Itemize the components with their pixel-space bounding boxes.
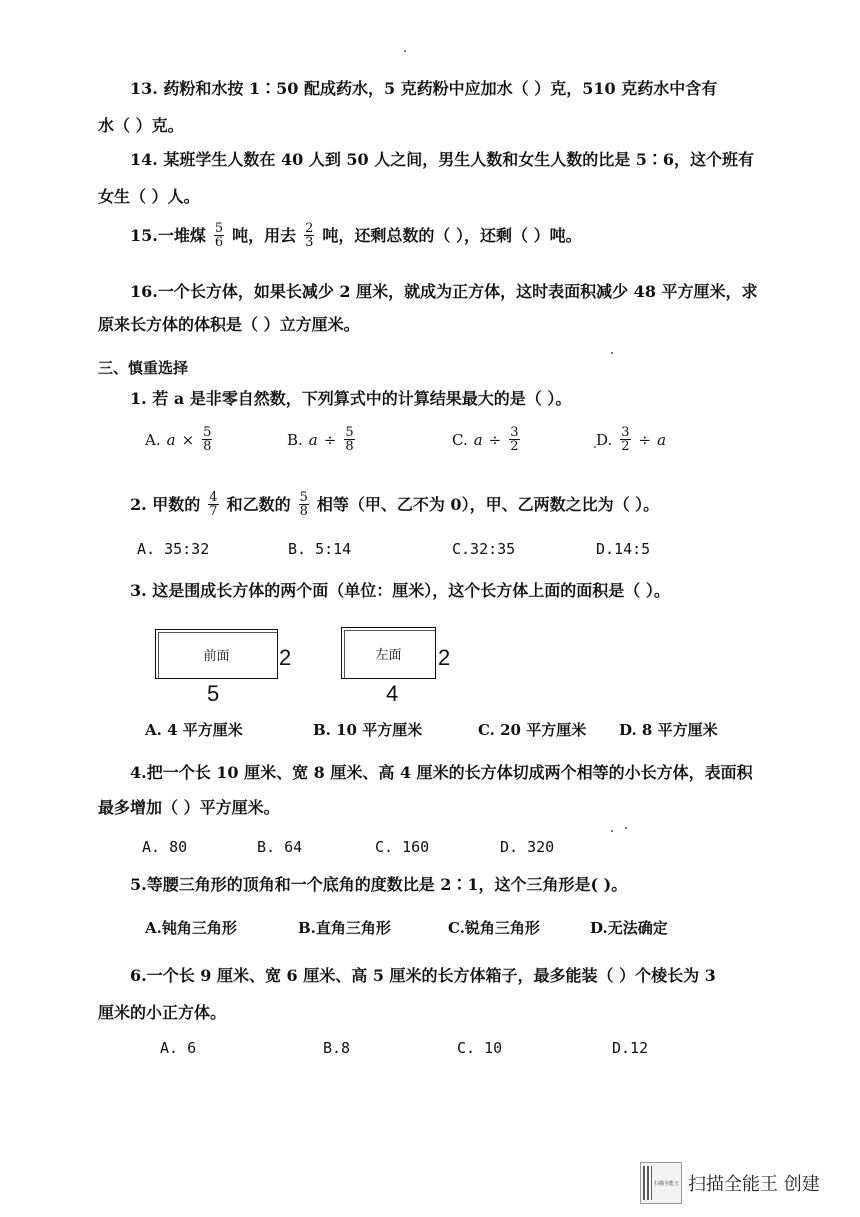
- front-face-width: 5: [207, 681, 220, 706]
- scan-speck: [594, 446, 596, 448]
- fraction: [202, 426, 212, 453]
- scan-speck: [625, 827, 627, 829]
- scanner-logo: [654, 1180, 679, 1187]
- choice-5-option-d: D.无法确定: [590, 919, 668, 937]
- choice-6-option-c: C. 10: [457, 1039, 503, 1057]
- fraction-numerator: 5: [345, 425, 354, 440]
- fraction-five-sixths: [214, 222, 224, 249]
- choice-1-option-d: [596, 426, 666, 453]
- variable-a: a: [473, 430, 483, 449]
- question-13-line-1: 13. 药粉和水按 1∶50 配成药水，5 克药粉中应加水（ ）克，510 克药水中含有: [130, 79, 718, 98]
- operator: ÷: [323, 430, 337, 449]
- scanner-logo-text: 扫描全能王: [653, 1180, 679, 1187]
- fraction-numerator: 4: [209, 490, 218, 505]
- question-14-line-2: 女生（ ）人。: [98, 187, 200, 206]
- fraction-denominator: 7: [209, 504, 218, 519]
- left-face-height: 2: [438, 645, 451, 670]
- choice-2-option-a: A. 35:32: [137, 540, 210, 558]
- operator: ×: [181, 430, 195, 449]
- choice-1-option-c: [452, 426, 522, 453]
- fraction-numerator: 5: [203, 425, 212, 440]
- choice-2-option-b: B. 5:14: [288, 540, 352, 558]
- choice-4-option-d: D. 320: [500, 838, 555, 856]
- fraction-numerator: 2: [305, 221, 314, 236]
- fraction-denominator: 8: [345, 439, 354, 454]
- scanner-watermark: [640, 1160, 840, 1206]
- option-label: B.: [287, 430, 303, 449]
- choice-3-option-a: A. 4 平方厘米: [145, 721, 243, 739]
- watermark-text: 扫描全能王 创建: [688, 1174, 820, 1195]
- option-label: A.: [145, 430, 161, 449]
- choice-4-line-1: 4.把一个长 10 厘米、宽 8 厘米、高 4 厘米的长方体切成两个相等的小长方体，表面积: [130, 763, 753, 782]
- operator: ÷: [638, 430, 652, 449]
- variable-a: a: [166, 430, 176, 449]
- fraction-two-thirds: [304, 222, 314, 249]
- operator: ÷: [488, 430, 502, 449]
- option-label: D.: [596, 430, 613, 449]
- choice-5-stem: 5.等腰三角形的顶角和一个底角的度数比是 2∶1，这个三角形是( )。: [130, 875, 628, 894]
- fraction-denominator: 3: [305, 235, 314, 250]
- choice-6-option-a: A. 6: [160, 1039, 197, 1057]
- variable-a: a: [657, 430, 667, 449]
- variable-a: a: [308, 430, 318, 449]
- fraction: [620, 426, 630, 453]
- choice-2-text-c: 相等（甲、乙不为 0），甲、乙两数之比为（ ）。: [316, 494, 660, 514]
- choice-1-option-b: [287, 426, 357, 453]
- choice-5-option-a: A.钝角三角形: [145, 919, 237, 937]
- choice-4-option-b: B. 64: [257, 838, 303, 856]
- left-face-width: 4: [386, 681, 399, 706]
- front-face-height: 2: [279, 645, 292, 670]
- choice-4-line-2: 最多增加（ ）平方厘米。: [98, 798, 280, 817]
- question-15: [130, 222, 582, 249]
- left-face-label: 左面: [375, 647, 402, 663]
- choice-5-option-b: B.直角三角形: [298, 919, 391, 937]
- choice-2-option-c: C.32:35: [452, 540, 516, 558]
- scan-speck: [611, 830, 613, 832]
- choice-6-line-1: 6.一个长 9 厘米、宽 6 厘米、高 5 厘米的长方体箱子，最多能装（ ）个棱长为 3: [130, 966, 716, 985]
- choice-1-stem: 1. 若 a 是非零自然数，下列算式中的计算结果最大的是（ ）。: [130, 389, 572, 408]
- fraction-numerator: 3: [621, 425, 630, 440]
- section-heading: 三、慎重选择: [98, 359, 189, 377]
- front-face-label: 前面: [203, 648, 230, 664]
- choice-2-text-a: 2. 甲数的: [130, 494, 201, 514]
- fraction-numerator: 5: [214, 221, 224, 236]
- option-label: C.: [452, 430, 468, 449]
- fraction: [509, 426, 519, 453]
- fraction-numerator: 5: [299, 490, 308, 505]
- fraction-denominator: 2: [621, 439, 630, 454]
- question-16-line-2: 原来长方体的体积是（ ）立方厘米。: [98, 315, 360, 334]
- left-face-rectangle: [341, 627, 436, 679]
- fraction-four-sevenths: [208, 491, 218, 518]
- choice-4-option-a: A. 80: [142, 838, 188, 856]
- fraction-five-eighths: [299, 491, 309, 518]
- fraction: [344, 426, 354, 453]
- fraction-denominator: 2: [510, 439, 519, 454]
- choice-2-stem: [130, 491, 659, 518]
- choice-6-option-b: B.8: [323, 1039, 351, 1057]
- scan-speck: [611, 352, 613, 354]
- choice-5-option-c: C.锐角三角形: [448, 919, 540, 937]
- question-14-line-1: 14. 某班学生人数在 40 人到 50 人之间，男生人数和女生人数的比是 5∶6，这个班有: [130, 150, 755, 169]
- question-13-line-2: 水（ ）克。: [98, 116, 184, 135]
- front-face-rectangle: [155, 629, 278, 679]
- fraction-numerator: 3: [510, 425, 519, 440]
- choice-3-stem: 3. 这是围成长方体的两个面（单位：厘米），这个长方体上面的面积是（ ）。: [130, 581, 670, 600]
- choice-2-text-b: 和乙数的: [226, 494, 291, 514]
- fraction-denominator: 6: [214, 235, 224, 250]
- question-16-line-1: 16.一个长方体，如果长减少 2 厘米，就成为正方体，这时表面积减少 48 平方厘米，求: [130, 282, 758, 301]
- choice-6-line-2: 厘米的小正方体。: [98, 1003, 227, 1022]
- choice-6-option-d: D.12: [612, 1039, 649, 1057]
- choice-3-option-b: B. 10 平方厘米: [313, 721, 423, 739]
- scan-speck: [404, 50, 406, 52]
- choice-1-option-a: [145, 426, 214, 453]
- choice-3-option-c: C. 20 平方厘米: [478, 721, 587, 739]
- choice-2-option-d: D.14:5: [596, 540, 651, 558]
- fraction-denominator: 8: [203, 439, 212, 454]
- question-15-text-a: 15.一堆煤: [130, 225, 206, 245]
- qr-pattern: [643, 1166, 652, 1200]
- choice-4-option-c: C. 160: [375, 838, 430, 856]
- question-15-text-c: 吨，还剩总数的（ ），还剩（ ）吨。: [322, 225, 582, 245]
- choice-3-option-d: D. 8 平方厘米: [619, 721, 718, 739]
- qr-code-icon: [640, 1162, 682, 1204]
- question-15-text-b: 吨，用去: [232, 225, 297, 245]
- fraction-denominator: 8: [299, 504, 308, 519]
